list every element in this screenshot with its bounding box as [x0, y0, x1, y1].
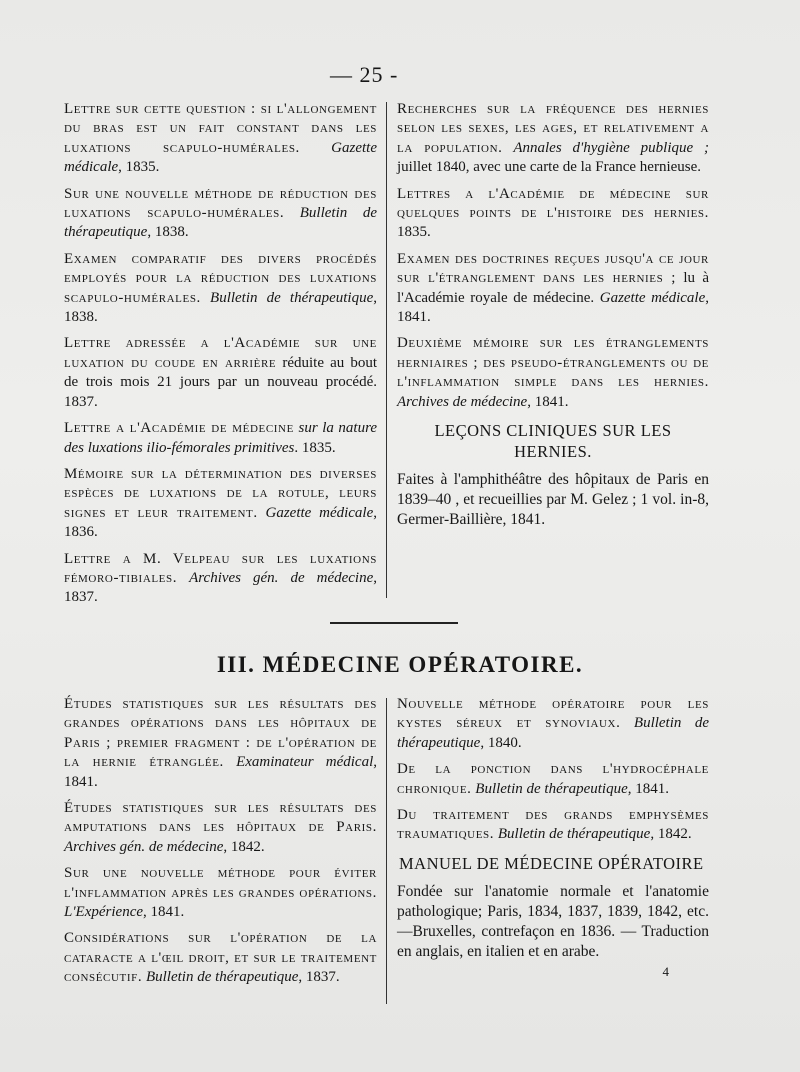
section-title: III. MÉDECINE OPÉRATOIRE. [216, 652, 584, 677]
list-item: Sur une nouvelle méthode de réduction des luxations scapulo-humérales. Bulletin de thérapeutique, 1838. [64, 185, 377, 241]
manuel-heading: MANUEL DE MÉDECINE OPÉRATOIRE [399, 853, 704, 873]
list-item: Nouvelle méthode opératoire pour les kystes séreux et synoviaux. Bulletin de thérapeutique, 1840. [397, 696, 709, 751]
list-item: Études statistiques sur les résultats des amputations dans les hôpitaux de Paris. Archives gén. de médecine, 1842. [64, 800, 377, 855]
list-item: Du traitement des grands emphysèmes traumatiques. Bulletin de thérapeutique, 1842. [397, 807, 709, 843]
lecons-heading: LEÇONS CLINIQUES SUR LES HERNIES. [434, 421, 672, 462]
list-item: Mémoire sur la détermination des diverses espèces de luxations de la rotule, leurs signes et leur traitement. Gazette médicale, 1836. [64, 465, 378, 541]
column-divider-top [386, 102, 387, 598]
bottom-left-column [64, 695, 377, 995]
list-item: Lettre adressée a l'Académie sur une luxation du coude en arrière réduite au bout de trois mois 21 jours par un nouveau procédé. 1837. [64, 335, 377, 410]
list-item: Lettre a M. Velpeau sur les luxations fémoro-tibiales. Archives gén. de médecine, 1837. [64, 550, 377, 606]
list-item: Études statistiques sur les résultats des grandes opérations dans les hôpitaux de Paris ; premier fragment : de l'opération de la hernie étranglée. Examinateur médical, 1841. [64, 696, 378, 790]
list-item: Sur une nouvelle méthode pour éviter l'inflammation après les grandes opérations. L'Expérience, 1841. [64, 865, 377, 921]
signature-mark: 4 [662, 963, 669, 979]
lecons-text: Faites à l'amphithéâtre des hôpitaux de Paris en 1839–40 , et recueillies par M. Gelez ; 1 vol. in-8, Germer-Baillière, 1841. [397, 471, 709, 529]
list-item: Examen des doctrines reçues jusqu'a ce jour sur l'étranglement dans les hernies ; lu à l'Académie royale de médecine. Gazette médicale, 1841. [397, 250, 709, 326]
list-item: Recherches sur la fréquence des hernies selon les sexes, les ages, et relativement a la population. Annales d'hygiène publique ; juillet 1840, avec une carte de la France hernieuse. [397, 101, 709, 176]
list-item: Deuxième mémoire sur les étranglements herniaires ; des pseudo-étranglements ou de l'inflammation simple dans les hernies. Archives de médecine, 1841. [397, 335, 709, 410]
section-divider [330, 622, 458, 624]
list-item: Lettres a l'Académie de médecine sur quelques points de l'histoire des hernies. 1835. [397, 185, 709, 241]
list-item: Considérations sur l'opération de la cataracte a l'œil droit, et sur le traitement consécutif. Bulletin de thérapeutique, 1837. [64, 930, 377, 986]
page-number: — 25 - [330, 62, 399, 87]
column-divider-bottom [386, 698, 387, 1004]
list-item: Lettre a l'Académie de médecine sur la nature des luxations ilio-fémorales primitives. 1835. [64, 420, 378, 456]
bottom-right-column [397, 695, 709, 980]
manuel-text: Fondée sur l'anatomie normale et l'anatomie pathologique; Paris, 1834, 1837, 1839, 1842, etc.—Bruxelles, contrefaçon en 1836. — Traduction en anglais, en italien et en arabe. [397, 882, 709, 960]
top-right-column [397, 100, 709, 530]
list-item: Lettre sur cette question : si l'allongement du bras est un fait constant dans les luxations scapulo-humérales. Gazette médicale, 1835. [64, 101, 377, 176]
list-item: De la ponction dans l'hydrocéphale chronique. Bulletin de thérapeutique, 1841. [397, 761, 709, 797]
list-item: Examen comparatif des divers procédés employés pour la réduction des luxations scapulo-humérales. Bulletin de thérapeutique, 1838. [64, 250, 377, 326]
top-left-column [64, 100, 377, 615]
